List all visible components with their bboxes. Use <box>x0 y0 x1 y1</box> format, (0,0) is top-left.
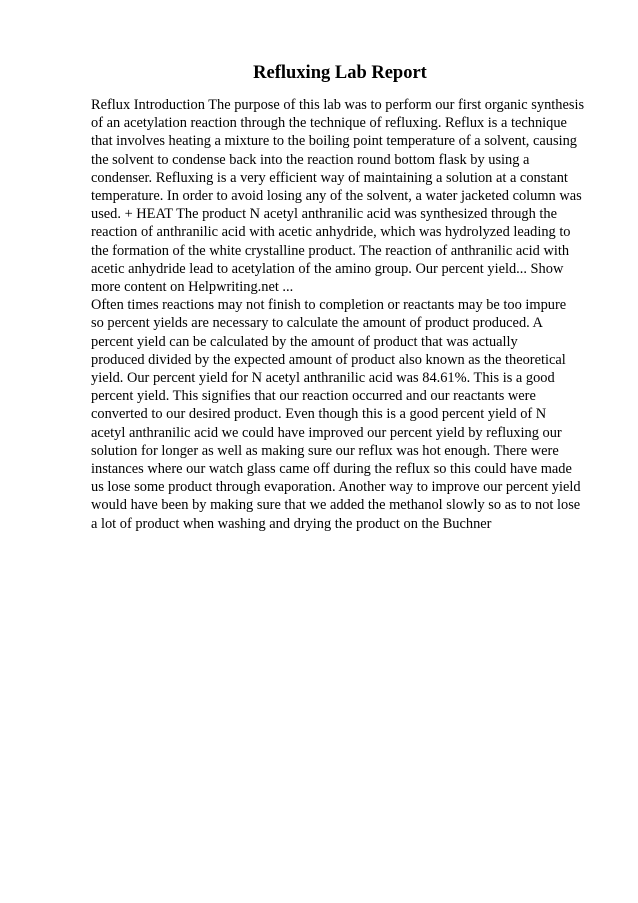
body-line: would have been by making sure that we added the methanol slowly so as to not lose <box>91 497 581 514</box>
body-line: the solvent to condense back into the reaction round bottom flask by using a <box>91 151 530 168</box>
document-body <box>91 96 591 533</box>
body-line: percent yield. This signifies that our reaction occurred and our reactants were <box>91 388 536 405</box>
body-line: produced divided by the expected amount of product also known as the theoretical <box>91 351 566 368</box>
body-line: yield. Our percent yield for N acetyl anthranilic acid was 84.61%. This is a good <box>91 370 555 387</box>
body-line: instances where our watch glass came off during the reflux so this could have made <box>91 461 572 478</box>
body-line: percent yield can be calculated by the amount of product that was actually <box>91 333 518 350</box>
body-line: more content on Helpwriting.net ... <box>91 279 294 296</box>
body-line: Often times reactions may not finish to completion or reactants may be too impure <box>91 297 567 314</box>
document-title: Refluxing Lab Report <box>253 63 427 83</box>
body-line: temperature. In order to avoid losing any of the solvent, a water jacketed column was <box>91 188 582 205</box>
body-line: Reflux Introduction The purpose of this lab was to perform our first organic synthesis <box>91 97 585 113</box>
body-line: reaction of anthranilic acid with acetic anhydride, which was hydrolyzed leading to <box>91 224 571 241</box>
body-line: acetic anhydride lead to acetylation of the amino group. Our percent yield... Show <box>91 260 564 277</box>
body-line: the formation of the white crystalline product. The reaction of anthranilic acid with <box>91 242 570 259</box>
body-line: acetyl anthranilic acid we could have improved our percent yield by refluxing our <box>91 424 562 441</box>
body-line: so percent yields are necessary to calculate the amount of product produced. A <box>91 315 543 332</box>
body-line: a lot of product when washing and drying the product on the Buchner <box>91 515 492 532</box>
body-line: solution for longer as well as making sure our reflux was hot enough. There were <box>91 442 559 459</box>
body-line: of an acetylation reaction through the technique of refluxing. Reflux is a technique <box>91 115 567 132</box>
body-line: used. + HEAT The product N acetyl anthranilic acid was synthesized through the <box>91 206 557 223</box>
body-line: condenser. Refluxing is a very efficient way of maintaining a solution at a constant <box>91 169 568 186</box>
body-line: us lose some product through evaporation. Another way to improve our percent yield <box>91 479 581 496</box>
body-line: converted to our desired product. Even though this is a good percent yield of N <box>91 406 547 423</box>
body-line: that involves heating a mixture to the boiling point temperature of a solvent, causing <box>91 133 577 150</box>
